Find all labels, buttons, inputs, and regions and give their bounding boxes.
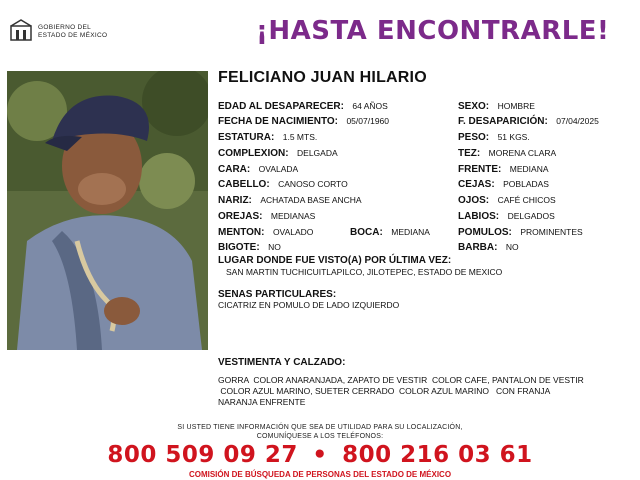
field-value: CANOSO CORTO bbox=[278, 179, 348, 189]
phone-separator: • bbox=[312, 442, 328, 468]
vestimenta-line-3: NARANJA ENFRENTE bbox=[218, 397, 306, 407]
vestimenta-line-1: GORRA COLOR ANARANJADA, ZAPATO DE VESTIR COLOR CAFE, PANTALON DE VESTIR bbox=[218, 375, 584, 385]
field-label: BIGOTE: bbox=[218, 242, 260, 253]
field-label: PESO: bbox=[458, 132, 490, 143]
field-value: POBLADAS bbox=[503, 179, 549, 189]
footer-commission: COMISIÓN DE BÚSQUEDA DE PERSONAS DEL ESTADO DE MÉXICO bbox=[188, 470, 452, 479]
vestimenta-value bbox=[218, 375, 628, 408]
field-label: SEXO: bbox=[458, 101, 490, 112]
field-value: 1.5 MTS. bbox=[282, 132, 318, 142]
person-name: FELICIANO JUAN HILARIO bbox=[218, 69, 427, 86]
field-label: BARBA: bbox=[458, 242, 498, 253]
field-value: MEDIANA bbox=[509, 164, 549, 174]
senas-value: CICATRIZ EN POMULO DE LADO IZQUIERDO bbox=[218, 300, 400, 310]
field-value: 64 AÑOS bbox=[352, 101, 388, 111]
person-photo-image bbox=[7, 71, 208, 350]
field-label: COMPLEXION: bbox=[218, 148, 289, 159]
headline: ¡HASTA ENCONTRARLE! bbox=[256, 16, 610, 46]
field-value: DELGADA bbox=[297, 148, 338, 158]
field-label: ESTATURA: bbox=[218, 132, 275, 143]
field-value: NO bbox=[505, 242, 519, 252]
field-value: 07/04/2025 bbox=[556, 116, 599, 126]
field-value: CAFÉ CHICOS bbox=[497, 195, 556, 205]
field-value: DELGADOS bbox=[507, 211, 555, 221]
government-line-1: GOBIERNO DEL bbox=[38, 24, 92, 31]
field-label: MENTON: bbox=[218, 227, 265, 238]
field-label: TEZ: bbox=[458, 148, 481, 159]
field-boca bbox=[350, 222, 430, 240]
field-value: MORENA CLARA bbox=[488, 148, 557, 158]
field-label: OJOS: bbox=[458, 195, 490, 206]
field-label: LABIOS: bbox=[458, 211, 500, 222]
missing-person-photo bbox=[7, 71, 208, 350]
field-bigote bbox=[218, 237, 281, 255]
field-label: OREJAS: bbox=[218, 211, 263, 222]
field-value: 05/07/1960 bbox=[346, 116, 389, 126]
vestimenta-line-2: COLOR AZUL MARINO, SUETER CERRADO COLOR AZUL MARINO CON FRANJA bbox=[218, 386, 551, 396]
field-barba bbox=[458, 237, 519, 255]
field-value: OVALADA bbox=[258, 164, 299, 174]
field-value: 51 KGS. bbox=[497, 132, 530, 142]
info-line-1: SI USTED TIENE INFORMACIÓN QUE SEA DE UTILIDAD PARA SU LOCALIZACIÓN, bbox=[177, 424, 463, 431]
field-label: BOCA: bbox=[350, 227, 383, 238]
senas-label: SENAS PARTICULARES: bbox=[218, 289, 337, 300]
coat-of-arms-icon bbox=[8, 18, 34, 44]
field-value: MEDIANAS bbox=[270, 211, 316, 221]
lugar-label: LUGAR DONDE FUE VISTO(A) POR ÚLTIMA VEZ: bbox=[218, 255, 452, 266]
field-label: POMULOS: bbox=[458, 227, 512, 238]
field-value: OVALADO bbox=[272, 227, 314, 237]
field-label: CARA: bbox=[218, 164, 251, 175]
lugar-value: SAN MARTIN TUCHICUITLAPILCO, JILOTEPEC, ESTADO DE MEXICO bbox=[226, 267, 503, 277]
government-line-2: ESTADO DE MÉXICO bbox=[38, 32, 108, 39]
field-value: PROMINENTES bbox=[520, 227, 583, 237]
phone-number-2[interactable]: 800 216 03 61 bbox=[342, 442, 533, 468]
field-value: MEDIANA bbox=[391, 227, 430, 237]
phone-number-1[interactable]: 800 509 09 27 bbox=[107, 442, 298, 468]
vestimenta-label: VESTIMENTA Y CALZADO: bbox=[218, 357, 346, 368]
field-label: CABELLO: bbox=[218, 179, 270, 190]
field-label: CEJAS: bbox=[458, 179, 495, 190]
field-label: NARIZ: bbox=[218, 195, 252, 206]
field-label: FECHA DE NACIMIENTO: bbox=[218, 116, 338, 127]
phone-numbers bbox=[0, 442, 640, 468]
field-value: HOMBRE bbox=[497, 101, 535, 111]
government-name bbox=[38, 24, 107, 40]
field-label: EDAD AL DESAPARECER: bbox=[218, 101, 344, 112]
info-line-2: COMUNÍQUESE A LOS TELÉFONOS: bbox=[256, 433, 384, 440]
field-value: NO bbox=[268, 242, 281, 252]
field-label: F. DESAPARICIÓN: bbox=[458, 116, 548, 127]
field-label: FRENTE: bbox=[458, 164, 502, 175]
field-value: ACHATADA BASE ANCHA bbox=[260, 195, 362, 205]
